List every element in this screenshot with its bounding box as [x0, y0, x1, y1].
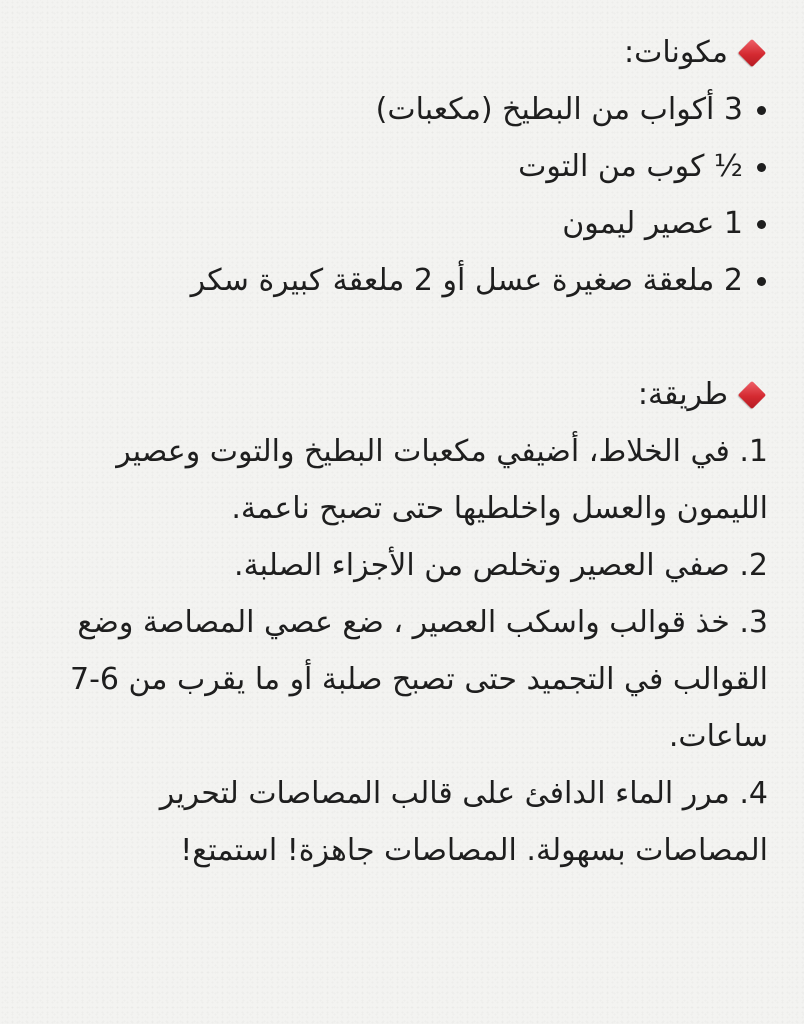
method-heading-text: طريقة:	[637, 377, 728, 412]
bullet-icon	[757, 220, 766, 229]
ingredients-list	[30, 81, 768, 309]
step-text: 1. في الخلاط، أضيفي مكعبات البطيخ والتوت وعصير الليمون والعسل واخلطيها حتى تصبح ناعمة.	[116, 434, 768, 526]
list-item	[30, 195, 768, 252]
ingredient-text: 1 عصير ليمون	[562, 206, 743, 241]
ingredient-text: 3 أكواب من البطيخ (مكعبات)	[375, 92, 743, 127]
section-spacer	[30, 309, 768, 366]
ingredient-text: ½ كوب من التوت	[518, 149, 743, 184]
ingredients-heading-text: مكونات:	[624, 35, 728, 70]
bullet-icon	[757, 277, 766, 286]
list-item	[30, 138, 768, 195]
bullet-icon	[757, 106, 766, 115]
ingredient-text: 2 ملعقة صغيرة عسل أو 2 ملعقة كبيرة سكر	[190, 263, 743, 298]
red-diamond-icon	[738, 380, 766, 408]
method-steps	[30, 423, 768, 879]
list-item	[30, 81, 768, 138]
step-text: 2. صفي العصير وتخلص من الأجزاء الصلبة.	[234, 548, 768, 583]
step-text: 4. مرر الماء الدافئ على قالب المصاصات لتحرير المصاصات بسهولة. المصاصات جاهزة! استمتع!	[159, 776, 768, 868]
recipe-note	[30, 24, 768, 879]
list-item	[30, 252, 768, 309]
step-text: 3. خذ قوالب واسكب العصير ، ضع عصي المصاصة وضع القوالب في التجميد حتى تصبح صلبة أو ما يقرب من 6-7 ساعات.	[69, 605, 768, 754]
bullet-icon	[757, 163, 766, 172]
method-heading	[30, 366, 768, 423]
red-diamond-icon	[738, 38, 766, 66]
ingredients-heading	[30, 24, 768, 81]
